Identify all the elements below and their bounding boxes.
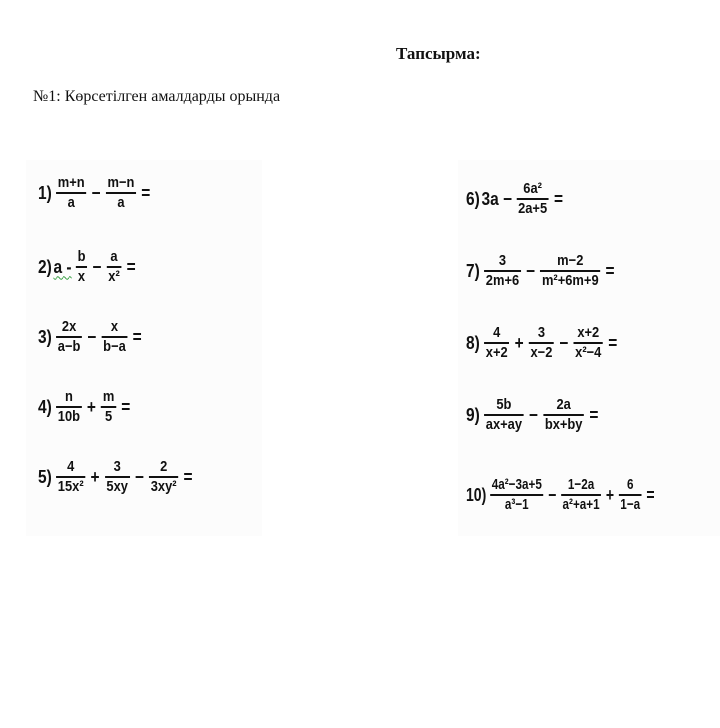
fraction [76, 248, 87, 286]
denominator: 15x² [57, 478, 84, 495]
fraction [484, 324, 509, 362]
fraction [573, 324, 603, 362]
denominator: x [77, 268, 86, 285]
numerator: 6a² [523, 180, 542, 197]
fraction [516, 180, 549, 218]
numerator: 5b [496, 396, 512, 413]
equals-sign: = [141, 182, 151, 203]
equals-sign: = [126, 256, 136, 277]
operator: + [605, 484, 615, 505]
exercise-7 [466, 252, 617, 290]
numerator: 3 [498, 252, 507, 269]
denominator: 3xy² [150, 478, 177, 495]
denominator: 5xy [106, 478, 128, 495]
numerator: 2x [61, 318, 77, 335]
fraction [101, 318, 127, 356]
denominator: b−a [103, 338, 126, 355]
equals-sign: = [132, 326, 142, 347]
denominator: a [67, 194, 75, 211]
denominator: 5 [104, 408, 113, 425]
denominator: ax+ay [485, 416, 523, 433]
operator: + [86, 396, 96, 417]
exercise-8 [466, 324, 620, 362]
exercise-9 [466, 396, 601, 434]
fraction [105, 458, 130, 496]
exercise-10 [466, 476, 657, 514]
denominator: x+2 [485, 344, 508, 361]
numerator: a [110, 248, 118, 265]
page-title: Тапсырма: [396, 44, 481, 63]
denominator: bx+by [544, 416, 583, 433]
exercise-number: 2) [38, 256, 52, 277]
numerator: 3 [537, 324, 546, 341]
exercise-number: 9) [466, 404, 480, 425]
prefix-term: a - [53, 256, 72, 277]
exercise-number: 5) [38, 466, 52, 487]
equals-sign: = [589, 404, 599, 425]
numerator: 6 [626, 476, 634, 493]
exercise-2 [38, 248, 138, 286]
operator: + [90, 466, 100, 487]
numerator: n [64, 388, 73, 405]
operator: − [559, 332, 569, 353]
fraction [101, 388, 116, 426]
denominator: 10b [57, 408, 81, 425]
fraction [619, 476, 642, 514]
fraction [484, 396, 524, 434]
numerator: m−2 [557, 252, 584, 269]
exercise-1 [38, 174, 153, 212]
numerator: m−n [107, 174, 135, 191]
task-statement: №1: Көрсетілген амалдарды орында [33, 88, 281, 105]
fraction [149, 458, 178, 496]
exercise-number: 7) [466, 260, 480, 281]
fraction [106, 174, 136, 212]
operator: − [91, 182, 101, 203]
exercise-3 [38, 318, 144, 356]
numerator: 2 [160, 458, 168, 475]
fraction [561, 476, 601, 514]
denominator: 2a+5 [518, 200, 548, 217]
equals-sign: = [608, 332, 618, 353]
fraction [56, 318, 82, 356]
numerator: m+n [57, 174, 85, 191]
exercise-number: 3) [38, 326, 52, 347]
exercise-4 [38, 388, 133, 426]
prefix-term: 3a − [481, 188, 513, 209]
denominator: x²−4 [575, 344, 602, 361]
operator: + [514, 332, 524, 353]
equals-sign: = [605, 260, 615, 281]
equals-sign: = [121, 396, 131, 417]
exercise-number: 8) [466, 332, 480, 353]
exercise-number: 10) [466, 484, 487, 505]
numerator: 4a²−3a+5 [491, 476, 542, 493]
denominator: 1−a [620, 496, 641, 513]
fraction [490, 476, 543, 514]
exercise-number: 4) [38, 396, 52, 417]
exercise-number: 6) [466, 188, 480, 209]
exercise-5 [38, 458, 195, 496]
fraction [107, 248, 122, 286]
exercise-number: 1) [38, 182, 52, 203]
fraction [484, 252, 521, 290]
numerator: x [110, 318, 119, 335]
fraction [543, 396, 584, 434]
denominator: a [117, 194, 125, 211]
denominator: 2m+6 [485, 272, 520, 289]
numerator: 1−2a [567, 476, 595, 493]
equals-sign: = [646, 484, 655, 505]
denominator: a−b [57, 338, 81, 355]
exercise-6 [466, 180, 566, 218]
fraction [529, 324, 554, 362]
fraction [540, 252, 600, 290]
operator: − [528, 404, 538, 425]
numerator: m [102, 388, 115, 405]
operator: − [526, 260, 536, 281]
denominator: a³−1 [504, 496, 529, 513]
numerator: 3 [113, 458, 121, 475]
fraction [56, 388, 82, 426]
fraction [56, 458, 85, 496]
denominator: x² [108, 268, 120, 285]
fraction [56, 174, 86, 212]
equals-sign: = [554, 188, 564, 209]
operator: − [92, 256, 102, 277]
operator: − [548, 484, 557, 505]
denominator: x−2 [530, 344, 553, 361]
numerator: 2a [556, 396, 571, 413]
numerator: 4 [67, 458, 75, 475]
numerator: b [77, 248, 86, 265]
denominator: a²+a+1 [562, 496, 600, 513]
numerator: x+2 [577, 324, 600, 341]
numerator: 4 [493, 324, 501, 341]
operator: − [134, 466, 144, 487]
equals-sign: = [183, 466, 193, 487]
denominator: m²+6m+9 [541, 272, 599, 289]
operator: − [87, 326, 97, 347]
